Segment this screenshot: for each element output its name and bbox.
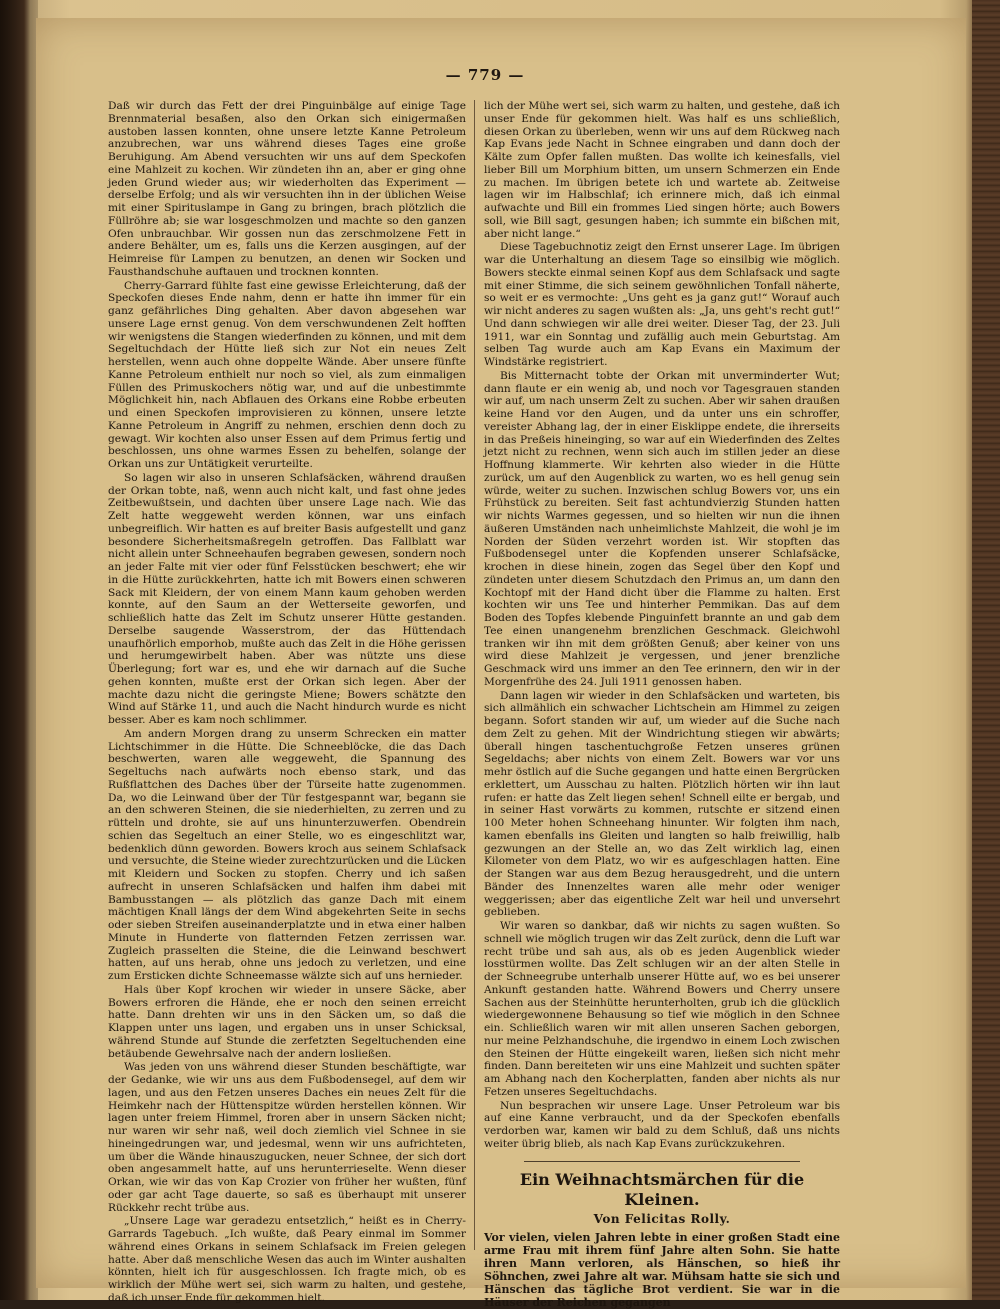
- page-edge: [972, 0, 1000, 1300]
- story-paragraph: Vor vielen, vielen Jahren lebte in einer großen Stadt eine arme Frau mit ihrem fünf Jahre alten Sohn. Sie hatte ihren Mann verloren, als Hänschen, so hieß ihr Söhnchen, zwei Jahre alt war. Mühsam hatte sie sich und Hänschen das tägliche Brot verdient. Sie war in die Häuser der Reichen gegangen: [484, 1230, 840, 1309]
- left-column: [108, 100, 466, 1304]
- paragraph: Wir waren so dankbar, daß wir nichts zu sagen wußten. So schnell wie möglich trugen wir das Zelt zurück, denn die Luft war recht trübe und sah aus, als ob es jeden Augenblick wieder losstürmen wollte. Das Zelt schlugen wir an der alten Stelle in der Schneegrube unterhalb unserer Hütte auf, wo es bei unserer Ankunft gestanden hatte. Während Bowers und Cherry unsere Sachen aus der Steinhütte herunterholten, grub ich die glücklich wiedergewonnene Behausung so tief wie möglich in den Schnee ein. Schließlich waren wir mit allen unseren Sachen geborgen, nur meine Pelzhandschuhe, die irgendwo in einem Loch zwischen den Steinen der Hütte eingekeilt waren, ließen sich nicht mehr finden. Dann bereiteten wir uns eine Mahlzeit und suchten später am Abhang nach den Kocherplatten, fanden aber nichts als nur Fetzen unseres Segeltuchdachs.: [484, 920, 840, 1098]
- column-divider: [474, 100, 475, 1250]
- paragraph: Hals über Kopf krochen wir wieder in unsere Säcke, aber Bowers erfroren die Hände, ehe er noch den seinen erreicht hatte. Dann drehten wir uns in den Säcken um, so daß die Klappen unter uns lagen, und ergaben uns in unser Schicksal, während Stunde auf Stunde die zerfetzten Segeltuchenden eine betäubende Gewehrsalve nach der andern losließen.: [108, 983, 466, 1060]
- paragraph: Was jeden von uns während dieser Stunden beschäftigte, war der Gedanke, wie wir uns aus dem Fußbodensegel, auf dem wir lagen, und aus den Fetzen unseres Daches ein neues Zelt für die Heimkehr nach der Hüttenspitze würden herstellen können. Wir lagen unter freiem Himmel, froren aber in unsern Säcken nicht; nur waren wir sehr naß, weil doch ziemlich viel Schnee in sie hineingedrungen war, und jedesmal, wenn wir uns aufrichteten, um über die Wände hinauszugucken, neuer Schnee, der sich dort oben angesammelt hatte, auf uns herunterrieselte. Wenn dieser Orkan, wie wir das von Kap Crozier von früher her wußten, fünf oder gar acht Tage dauerte, so saß es überhaupt mit unserer Rückkehr recht trübe aus.: [108, 1061, 466, 1214]
- paragraph: So lagen wir also in unseren Schlafsäcken, während draußen der Orkan tobte, naß, wenn auch nicht kalt, und fast ohne jedes Zeitbewußtsein, und dachten über unsere Lage nach. Wie das Zelt hatte weggeweht werden können, war uns einfach unbegreiflich. Wir hatten es auf breiter Basis aufgestellt und ganz besondere Sicherheitsmaßregeln getroffen. Das Fallblatt war nicht allein unter Schneehaufen begraben gewesen, sondern noch an jeder Falte mit vier oder fünf Felsstücken beschwert; ehe wir in die Hütte zurückkehrten, hatte ich mit Bowers einen schweren Sack mit Kleidern, der von einem Mann kaum gehoben werden konnte, auf den Saum an der Wetterseite geworfen, und schließlich hatte das Zelt im Schutz unserer Hütte gestanden. Derselbe saugende Wasserstrom, der das Hüttendach unaufhörlich emporhob, mußte auch das Zelt in die Höhe gerissen und herumgewirbelt haben. Aber was nützte uns diese Überlegung; fort war es, und ehe wir darnach auf die Suche gehen konnten, mußte erst der Orkan sich legen. Aber der machte dazu nicht die geringste Miene; Bowers schätzte den Wind auf Stärke 11, und auch die Nacht hindurch wurde es nicht besser. Aber es kam noch schlimmer.: [108, 471, 466, 726]
- paragraph: Dann lagen wir wieder in den Schlafsäcken und warteten, bis sich allmählich ein schwacher Lichtschein am Himmel zu zeigen begann. Sofort standen wir auf, um wieder auf die Suche nach dem Zelt zu gehen. Mit der Windrichtung stiegen wir abwärts; überall hingen taschentuchgroße Fetzen unseres grünen Segeldachs; aber nichts von einem Zelt. Bowers war vor uns mehr östlich auf die Suche gegangen und hatte einen Bergrücken erklettert, um Ausschau zu halten. Plötzlich hörten wir ihn laut rufen: er hatte das Zelt liegen sehen! Schnell eilte er bergab, und in seiner Hast vorwärts zu kommen, rutschte er sitzend einen 100 Meter hohen Schneehang hinunter. Wir folgten ihm nach, kamen ebenfalls ins Gleiten und langten so halb freiwillig, halb gezwungen an der Stelle an, wo das Zelt wirklich lag, einen Kilometer von dem Platz, wo wir es aufgeschlagen hatten. Eine der Stangen war aus dem Bezug herausgedreht, und die untern Bänder des Innenzeltes waren alle mehr oder weniger weggerissen; aber das eigentliche Zelt war heil und unversehrt geblieben.: [484, 689, 840, 919]
- book-spine-shadow: [0, 0, 38, 1300]
- paragraph: Bis Mitternacht tobte der Orkan mit unverminderter Wut; dann flaute er ein wenig ab, und noch vor Tagesgrauen standen wir auf, um nach unserm Zelt zu suchen. Aber wir sahen draußen keine Hand vor den Augen, und da unter uns ein schroffer, vereister Abhang lag, der in einer Eisklippe endete, die ihrerseits in das Preßeis hineinging, so war auf ein Wiederfinden des Zeltes jetzt nicht zu rechnen, wenn sich auch im stillen jeder an diese Hoffnung klammerte. Wir kehrten also wieder in die Hütte zurück, um auf den Augenblick zu warten, wo es hell genug sein würde, weiter zu suchen. Inzwischen schlug Bowers vor, uns ein Frühstück zu bereiten. Seit fast achtundvierzig Stunden hatten wir nichts Warmes gegessen, und so hielten wir nun die ihnen äußeren Umständen nach unheimlichste Mahlzeit, die wohl je im Norden der Süden verzehrt worden ist. Wir stopften das Fußbodensegel unter die Kopfenden unserer Schlafsäcke, krochen in diese hinein, zogen das Segel über den Kopf und zündeten unter diesem Schutzdach den Primus an, um dann den Kochtopf mit der Hand dicht über die Flamme zu halten. Erst kochten wir uns Tee und hinterher Pemmikan. Das auf dem Boden des Topfes klebende Pinguinfett brannte an und gab dem Tee einen unangenehm brenzlichen Geschmack. Gleichwohl tranken wir ihn mit dem größten Genuß; aber keiner von uns wird diese Mahlzeit je vergessen, und jener brenzliche Geschmack wird uns immer an den Tee erinnern, den wir in der Morgenfrühe des 24. Juli 1911 genossen haben.: [484, 369, 840, 688]
- section-rule: [524, 1161, 800, 1162]
- paragraph: Am andern Morgen drang zu unserm Schrecken ein matter Lichtschimmer in die Hütte. Die Schneeblöcke, die das Dach beschwerten, waren alle weggeweht, die Spannung des Segeltuchs nach aufwärts noch ebenso stark, und das Rußflattchen des Daches über der Türseite hatte zugenommen. Da, wo die Leinwand über der Tür festgespannt war, begann sie an den schweren Steinen, die sie niederhielten, zu zerren und zu rütteln und drohte, sie auf uns hinunterzuwerfen. Obendrein schien das Segeltuch an einer Stelle, wo es eingeschlitzt war, bedenklich dünn geworden. Bowers kroch aus seinem Schlafsack und versuchte, die Steine wieder zurechtzurücken und die Lücken mit Kleidern und Socken zu stopfen. Cherry und ich saßen aufrecht in unseren Schlafsäcken und halfen ihm dabei mit Bambusstangen — als plötzlich das ganze Dach mit einem mächtigen Knall längs der dem Wind abgekehrten Seite in sechs oder sieben Streifen auseinanderplatzte und in etwa einer halben Minute in Hunderte von flatternden Fetzen zerrissen war. Zugleich prasselten die Steine, die die Leinwand beschwert hatten, auf uns herab, ohne uns jedoch zu verletzen, und eine zum Ersticken dichte Schneemasse wälzte sich auf uns hernieder.: [108, 727, 466, 982]
- paragraph: lich der Mühe wert sei, sich warm zu halten, und gestehe, daß ich unser Ende für gekommen hielt. Was half es uns schließlich, diesen Orkan zu überleben, wenn wir uns auf dem Rückweg nach Kap Evans jede Nacht in Schnee eingraben und dann doch der Kälte zum Opfer fallen mußten. Das wollte ich keinesfalls, viel lieber Bill um Morphium bitten, um unsern Schmerzen ein Ende zu machen. Im übrigen betete ich und wartete ab. Zeitweise lagen wir im Halbschlaf; ich erinnere mich, daß ich einmal aufwachte und Bill ein frommes Lied singen hörte; auch Bowers soll, wie Bill sagt, gesungen haben; ich summte ein bißchen mit, aber nicht lange.“: [484, 100, 840, 240]
- paragraph: Nun besprachen wir unsere Lage. Unser Petroleum war bis auf eine Kanne verbraucht, und da der Speckofen ebenfalls verdorben war, kamen wir bald zu dem Schluß, daß uns nichts weiter übrig blieb, als nach Kap Evans zurückzukehren.: [484, 1099, 840, 1150]
- story-author: Von Felicitas Rolly.: [593, 1211, 731, 1226]
- right-column: [484, 100, 840, 1309]
- page-number: — 779 —: [445, 66, 525, 84]
- paragraph: Cherry-Garrard fühlte fast eine gewisse Erleichterung, daß der Speckofen dieses Ende nahm, denn er hatte ihn immer für ein ganz gefährliches Ding gehalten. Aber davon abgesehen war unsere Lage ernst genug. Von dem verschwundenen Zelt hofften wir wenigstens die Stangen wiederfinden zu können, und mit dem Segeltuchdach der Hütte ließ sich zur Not ein neues Zelt herstellen, wenn auch ohne doppelte Wände. Aber unsere fünfte Kanne Petroleum enthielt nur noch so viel, als zum einmaligen Füllen des Primuskochers nötig war, und auf die unbestimmte Möglichkeit hin, nach Abflauen des Orkans eine Robbe erbeuten und einen Speckofen improvisieren zu können, unsere letzte Kanne Petroleum in Angriff zu nehmen, erschien denn doch zu gewagt. Wir kochten also unser Essen auf dem Primus fertig und beschlossen, uns ohne warmes Essen zu behelfen, solange der Orkan uns zur Untätigkeit verurteilte.: [108, 279, 466, 470]
- paragraph: Daß wir durch das Fett der drei Pinguinbälge auf einige Tage Brennmaterial besaßen, also den Orkan sich einigermaßen austoben lassen konnten, ohne unsere letzte Kanne Petroleum anzubrechen, war uns während dieses Tages eine große Beruhigung. Am Abend versuchten wir uns auf dem Speckofen eine Mahlzeit zu kochen. Wir zündeten ihn an, aber er ging ohne jeden Grund wieder aus; wir wiederholten das Experiment — derselbe Erfolg; und als wir versuchten ihn in der üblichen Weise mit einer Spirituslampe in Gang zu bringen, brach plötzlich die Füllröhre ab; sie war losgeschmolzen und machte so den ganzen Ofen unbrauchbar. Wir gossen nun das zerschmolzene Fett in andere Behälter, um es, falls uns die Kerzen ausgingen, auf der Heimreise für Lampen zu benutzen, an denen wir Socken und Fausthandschuhe auftauen und trocknen konnten.: [108, 100, 466, 278]
- paragraph: Diese Tagebuchnotiz zeigt den Ernst unserer Lage. Im übrigen war die Unterhaltung an diesem Tage so einsilbig wie möglich. Bowers steckte einmal seinen Kopf aus dem Schlafsack und sagte mit einer Stimme, die sich seinem gewöhnlichen Tonfall näherte, so weit er es vermochte: „Uns geht es ja ganz gut!“ Worauf auch wir nicht anderes zu sagen wußten als: „Ja, uns geht's recht gut!“ Und dann schwiegen wir alle drei weiter. Dieser Tag, der 23. Juli 1911, war ein Sonntag und zufällig auch mein Geburtstag. Am selben Tag wurde auch am Kap Evans ein Maximum der Windstärke registriert.: [484, 241, 840, 368]
- story-title: Ein Weihnachtsmärchen für die Kleinen.: [519, 1169, 805, 1209]
- paragraph: „Unsere Lage war geradezu entsetzlich,“ heißt es in Cherry-Garrards Tagebuch. „Ich wußte, daß Peary einmal im Sommer während eines Orkans in seinem Schlafsack im Freien gelegen hatte. Aber daß menschliche Wesen das auch im Winter aushalten könnten, hielt ich für ausgeschlossen. Ich fragte mich, ob es wirklich der Mühe wert sei, sich warm zu halten, und gestehe, daß ich unser Ende für gekommen hielt.: [108, 1215, 466, 1304]
